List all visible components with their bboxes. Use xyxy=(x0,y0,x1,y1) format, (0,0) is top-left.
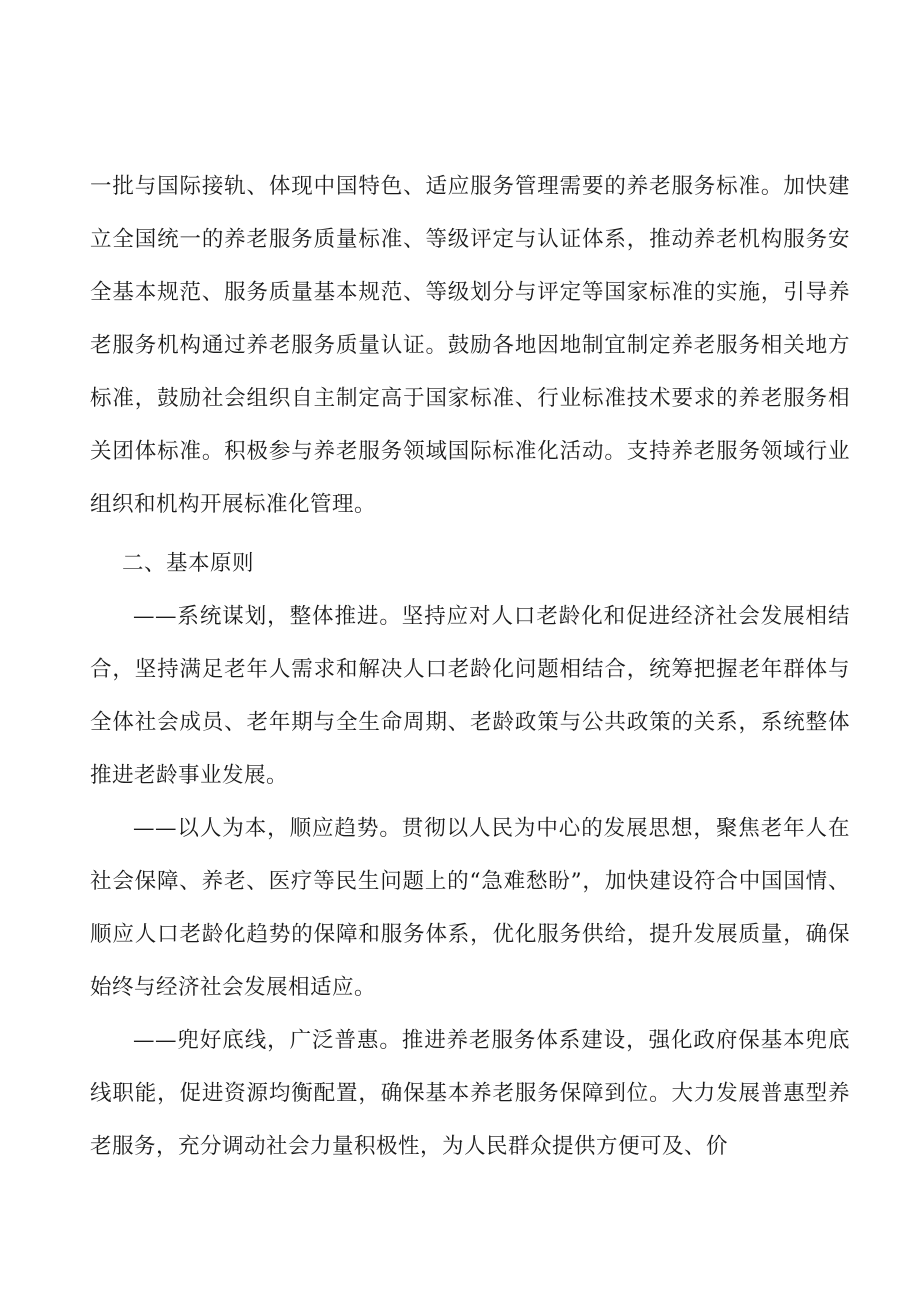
paragraph-principle-system-planning: ——系统谋划，整体推进。坚持应对人口老龄化和促进经济社会发展相结合，坚持满足老年人需求和解决人口老龄化问题相结合，统筹把握老年群体与全体社会成员、老年期与全生命周期、老龄政策与公共政策的关系，系统整体推进老龄事业发展。 xyxy=(90,604,850,788)
spacer xyxy=(90,531,850,534)
paragraph-principle-bottom-line: ——兜好底线，广泛普惠。推进养老服务体系建设，强化政府保基本兜底线职能，促进资源均衡配置，确保基本养老服务保障到位。大力发展普惠型养老服务，充分调动社会力量积极性，为人民群众提供方便可及、价 xyxy=(90,1028,850,1159)
section-heading-basic-principles: 二、基本原则 xyxy=(122,551,255,576)
paragraph-principle-people-oriented: ——以人为本，顺应趋势。贯彻以人民为中心的发展思想，聚焦老年人在社会保障、养老、医疗等民生问题上的“急难愁盼”，加快建设符合中国国情、顺应人口老龄化趋势的保障和服务体系，优化服务供给，提升发展质量，确保始终与经济社会发展相适应。 xyxy=(90,816,850,1000)
document-page xyxy=(90,160,850,1173)
paragraph-standards: 一批与国际接轨、体现中国特色、适应服务管理需要的养老服务标准。加快建立全国统一的养老服务质量标准、等级评定与认证体系，推动养老机构服务安全基本规范、服务质量基本规范、等级划分与评定等国家标准的实施，引导养老服务机构通过养老服务质量认证。鼓励各地因地制宜制定养老服务相关地方标准，鼓励社会组织自主制定高于国家标准、行业标准技术要求的养老服务相关团体标准。积极参与养老服务领域国际标准化活动。支持养老服务领域行业组织和机构开展标准化管理。 xyxy=(90,174,850,517)
